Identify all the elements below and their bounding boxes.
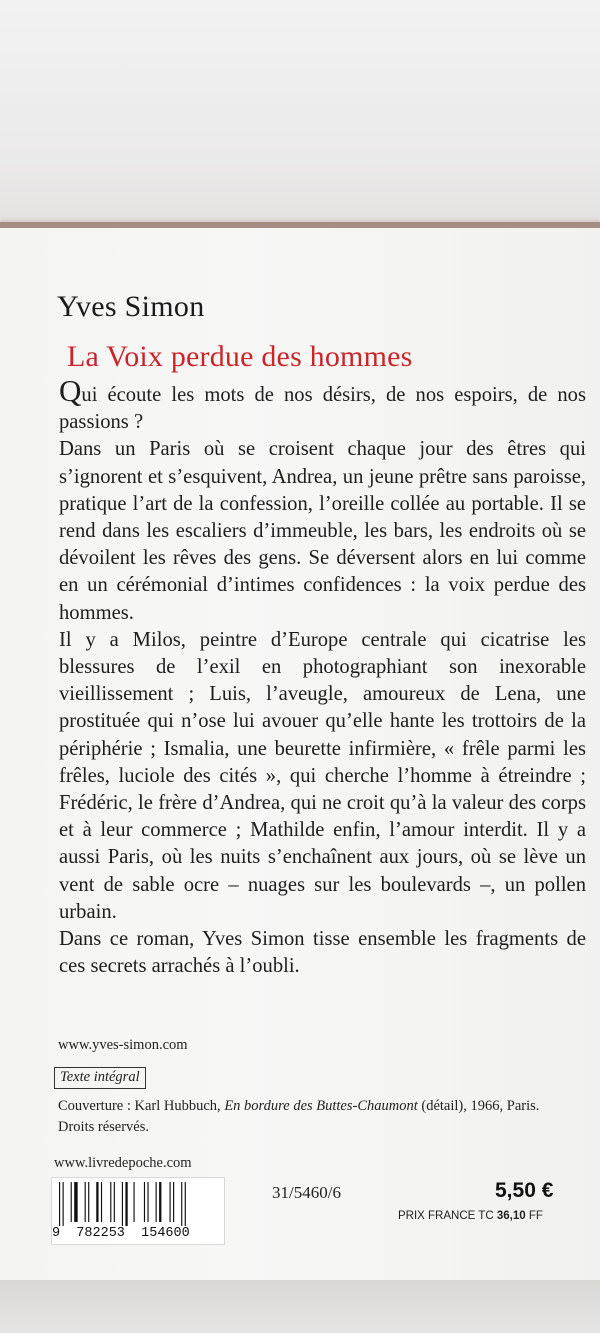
barcode-bar (71, 1182, 72, 1222)
barcode-bar (96, 1182, 98, 1222)
barcode-bar (63, 1182, 64, 1226)
prix-france-label: PRIX FRANCE TC (398, 1210, 494, 1222)
barcode-bars (59, 1182, 217, 1226)
author-website: www.yves-simon.com (58, 1037, 188, 1053)
barcode-bar (144, 1182, 145, 1222)
blurb-paragraph-3: Il y a Milos, peintre d’Europe centrale qui cicatrise les blessures de l’exil en photographiant son inexorable vieillissement ; Luis, l’aveugle, amoureux de Lena, une prostituée qui n’ose lui avouer qu’elle hante les trottoirs de la périphérie ; Ismalia, une beurette infirmière, « frêle parmi les frêles, luciole des cités », qui cherche l’homme à étreindre ; Frédéric, le frère d’Andrea, qui ne croit qu’à la valeur des corps et à leur commerce ; Mathilde enfin, l’amour interdit. Il y a aussi Paris, où les nuits s’enchaînent aux jours, où se lève un vent de sable ocre – nuages sur les boulevards –, un pollen urbain. (59, 628, 586, 923)
barcode-bar (110, 1182, 111, 1222)
price-euro: 5,50 € (495, 1179, 554, 1202)
prix-france-value: 36,10 (496, 1210, 526, 1222)
barcode-bar (134, 1182, 135, 1222)
barcode-bar (114, 1182, 115, 1222)
credits-suffix: (détail), 1966, Paris. Droits réservés. (58, 1098, 540, 1135)
barcode-bar (181, 1182, 182, 1226)
blurb-paragraph-1 (59, 373, 586, 436)
blurb-paragraph-1-text: ui écoute les mots de nos désirs, de nos espoirs, de nos passions ? (59, 384, 586, 434)
isbn-barcode (51, 1177, 225, 1245)
author-name: Yves Simon (57, 290, 205, 323)
barcode-bar (159, 1182, 161, 1222)
barcode-bar (88, 1182, 89, 1222)
barcode-bar (185, 1182, 186, 1226)
barcode-bar (147, 1182, 148, 1222)
cover-credits (58, 1096, 578, 1138)
back-cover-blurb (59, 373, 586, 980)
credits-artwork-title: En bordure des Buttes-Chaumont (224, 1098, 418, 1114)
barcode-bar (156, 1182, 157, 1222)
barcode-bar (74, 1182, 77, 1222)
price-france-francs (398, 1210, 543, 1222)
barcode-bar (85, 1182, 86, 1222)
barcode-bar (122, 1182, 123, 1226)
integral-text-label: Texte intégral (54, 1067, 146, 1089)
blurb-paragraph-2: Dans un Paris où se croisent chaque jour des êtres qui s’ignorent et s’esquivent, Andrea, un jeune prêtre sans paroisse, pratique l’art de la confession, l’oreille collée au portable. Il se rend dans les escaliers d’immeuble, les bars, les endroits où se dévoilent les rêves des gens. Se déversent alors en lui comme en un cérémonial d’intimes confidences : la voix perdue des hommes. (59, 438, 586, 624)
barcode-bar (173, 1182, 174, 1222)
prix-france-unit: FF (528, 1210, 543, 1222)
barcode-bar (125, 1182, 127, 1226)
book-title: La Voix perdue des hommes (67, 340, 413, 373)
barcode-digits: 9 782253 154600 (52, 1226, 190, 1241)
background-surface-bottom (0, 1274, 600, 1333)
blurb-paragraph-4: Dans ce roman, Yves Simon tisse ensemble les fragments de ces secrets arrachés à l’oubli. (59, 928, 586, 978)
credits-prefix: Couverture : Karl Hubbuch, (58, 1098, 225, 1114)
catalog-reference: 31/5460/6 (272, 1183, 341, 1202)
dropcap-letter: Q (59, 373, 82, 408)
barcode-bar (170, 1182, 171, 1222)
background-surface (0, 0, 600, 225)
barcode-bar (59, 1182, 60, 1226)
barcode-bar (101, 1182, 102, 1222)
publisher-website: www.livredepoche.com (54, 1155, 192, 1171)
